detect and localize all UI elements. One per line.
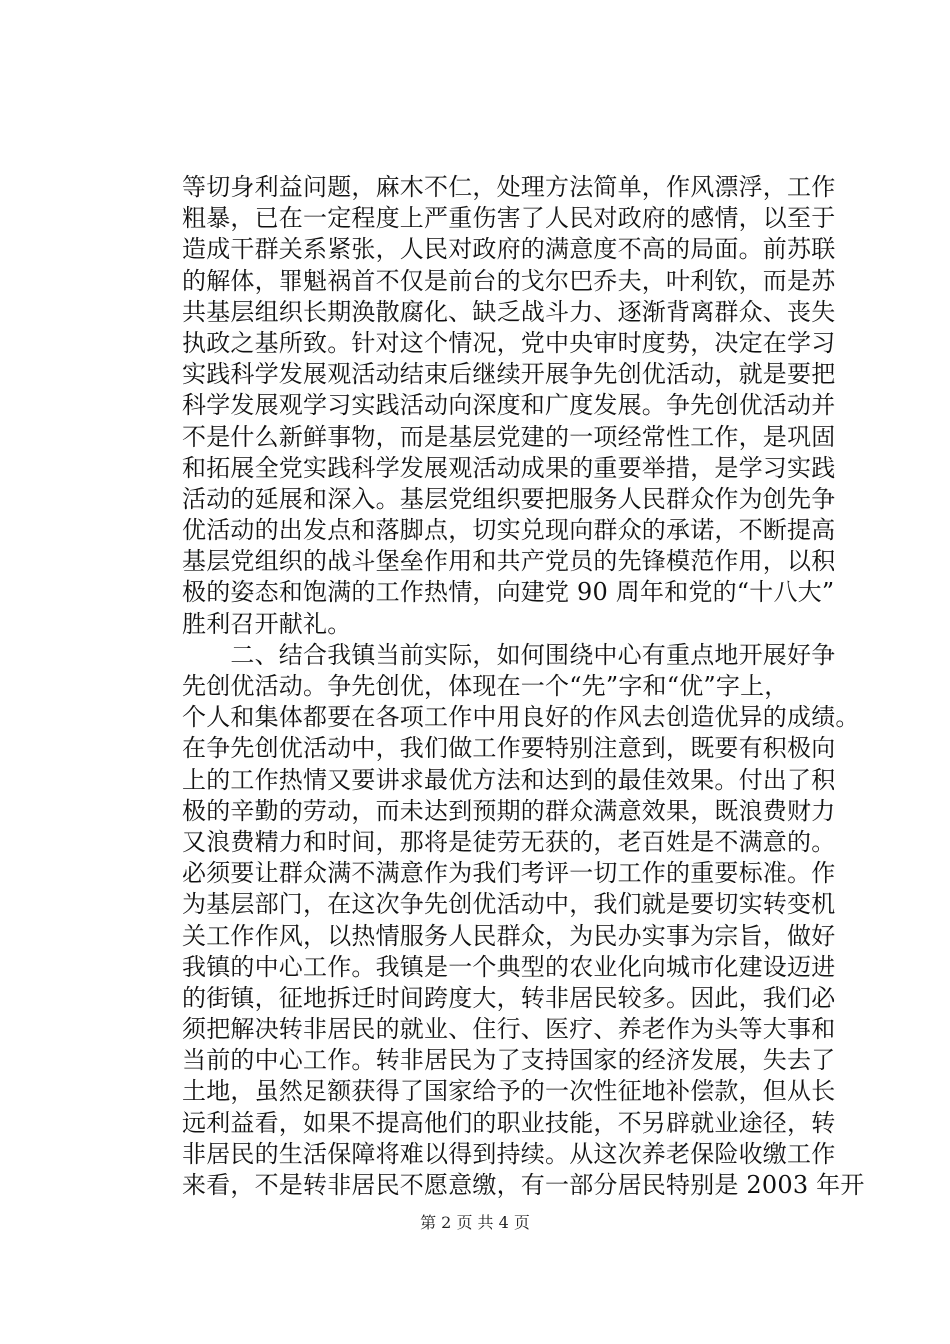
text-line: 造成干群关系紧张，人民对政府的满意度不高的局面。前苏联 <box>182 235 836 264</box>
text-line: 来看，不是转非居民不愿意缴，有一部分居民特别是 2003 年开 <box>182 1171 865 1199</box>
text-line: 极的辛勤的劳动，而未达到预期的群众满意效果，既浪费财力 <box>182 796 836 825</box>
text-line: 上的工作热情又要讲求最优方法和达到的最佳效果。付出了积 <box>182 765 836 794</box>
text-line: 须把解决转非居民的就业、住行、医疗、养老作为头等大事和 <box>182 1015 836 1044</box>
text-line: 必须要让群众满不满意作为我们考评一切工作的重要标准。作 <box>182 859 836 888</box>
text-line: 先创优活动。争先创优，体现在一个“先”字和“优”字上， <box>182 672 789 700</box>
text-line: 又浪费精力和时间，那将是徒劳无获的，老百姓是不满意的。 <box>182 827 836 856</box>
text-line: 活动的延展和深入。基层党组织要把服务人民群众作为创先争 <box>182 484 836 513</box>
text-line: 关工作作风，以热情服务人民群众，为民办实事为宗旨，做好 <box>182 921 836 950</box>
text-line: 的街镇，征地拆迁时间跨度大，转非居民较多。因此，我们必 <box>182 983 836 1012</box>
text-line: 粗暴，已在一定程度上严重伤害了人民对政府的感情，以至于 <box>182 204 836 233</box>
text-line: 个人和集体都要在各项工作中用良好的作风去创造优异的成绩。 <box>182 703 860 732</box>
text-line: 共基层组织长期涣散腐化、缺乏战斗力、逐渐背离群众、丧失 <box>182 297 836 326</box>
text-line: 的解体，罪魁祸首不仅是前台的戈尔巴乔夫，叶利钦，而是苏 <box>182 266 836 295</box>
text-line: 不是什么新鲜事物，而是基层党建的一项经常性工作，是巩固 <box>182 422 836 451</box>
text-line: 远利益看，如果不提高他们的职业技能，不另辟就业途径，转 <box>182 1108 836 1137</box>
text-line: 和拓展全党实践科学发展观活动成果的重要举措，是学习实践 <box>182 453 836 482</box>
text-line: 等切身利益问题，麻木不仁，处理方法简单，作风漂浮，工作 <box>182 173 836 201</box>
text-line: 胜利召开献礼。 <box>182 609 352 638</box>
text-line: 极的姿态和饱满的工作热情，向建党 90 周年和党的“十八大” <box>182 578 835 607</box>
document-body <box>182 172 865 1201</box>
text-line: 基层党组织的战斗堡垒作用和共产党员的先锋模范作用，以积 <box>182 547 836 576</box>
page-number-footer: 第 2 页 共 4 页 <box>420 1213 530 1232</box>
section-heading-line: 二、结合我镇当前实际，如何围绕中心有重点地开展好争 <box>182 640 836 669</box>
text-line: 土地，虽然足额获得了国家给予的一次性征地补偿款，但从长 <box>182 1077 836 1106</box>
text-line: 优活动的出发点和落脚点，切实兑现向群众的承诺，不断提高 <box>182 516 836 545</box>
text-line: 在争先创优活动中，我们做工作要特别注意到，既要有积极向 <box>182 734 836 763</box>
text-line: 我镇的中心工作。我镇是一个典型的农业化向城市化建设迈进 <box>182 952 836 981</box>
text-line: 科学发展观学习实践活动向深度和广度发展。争先创优活动并 <box>182 391 836 420</box>
text-line: 为基层部门，在这次争先创优活动中，我们就是要切实转变机 <box>182 890 836 919</box>
text-line: 当前的中心工作。转非居民为了支持国家的经济发展，失去了 <box>182 1046 836 1075</box>
text-line: 非居民的生活保障将难以得到持续。从这次养老保险收缴工作 <box>182 1139 836 1168</box>
text-line: 实践科学发展观活动结束后继续开展争先创优活动，就是要把 <box>182 360 836 389</box>
text-line: 执政之基所致。针对这个情况，党中央审时度势，决定在学习 <box>182 328 836 357</box>
